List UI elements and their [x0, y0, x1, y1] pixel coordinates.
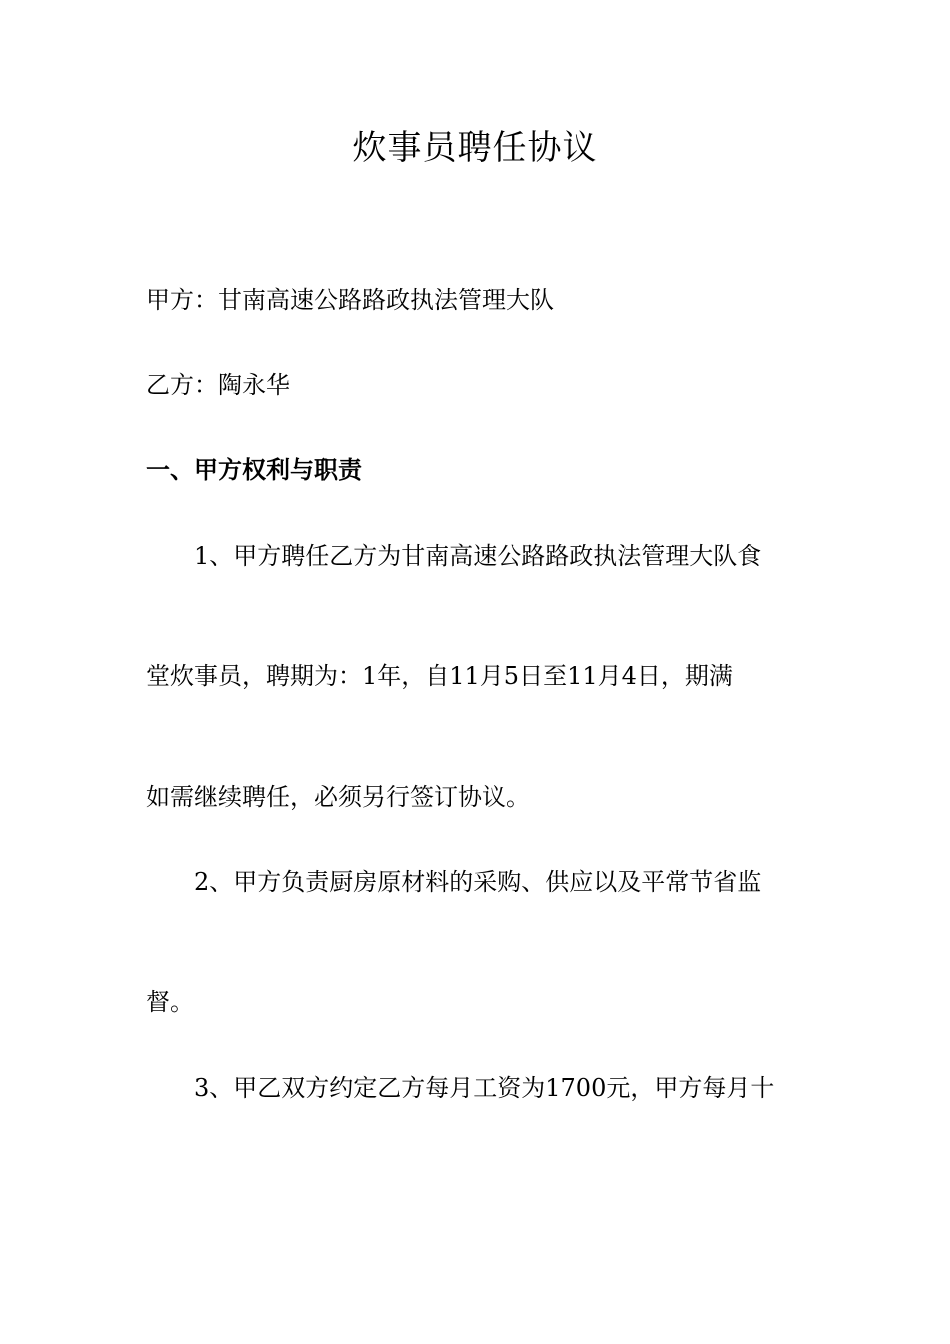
clause-2-line-2: 督。 — [146, 988, 194, 1016]
party-a-line: 甲方：甘南高速公路路政执法管理大队 — [146, 286, 554, 314]
document-title: 炊事员聘任协议 — [352, 128, 598, 168]
clause-3-line-1: 3、甲乙双方约定乙方每月工资为1700元，甲方每月十 — [194, 1074, 775, 1102]
party-b-line: 乙方：陶永华 — [146, 371, 290, 399]
clause-2-line-1: 2、甲方负责厨房原材料的采购、供应以及平常节省监 — [194, 868, 762, 896]
clause-1-line-1: 1、甲方聘任乙方为甘南高速公路路政执法管理大队食 — [194, 542, 762, 570]
section-1-heading: 一、甲方权利与职责 — [146, 455, 362, 484]
clause-1-line-3: 如需继续聘任，必须另行签订协议。 — [146, 783, 530, 811]
clause-1-line-2: 堂炊事员，聘期为：1年，自11月5日至11月4日，期满 — [146, 662, 733, 690]
